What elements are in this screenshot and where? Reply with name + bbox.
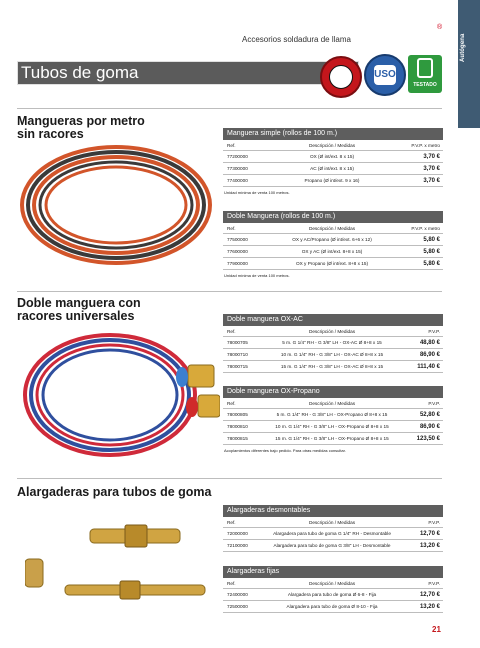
cell-desc: 10 m. G 1/4" RH - G 3/8" LH - OX-AC Ø 8+8 x 15 [280,352,384,357]
section-divider [17,478,442,479]
table-header-row [223,140,443,151]
table-row [223,421,443,433]
cell-price: 123,50 € [416,435,440,442]
table-row [223,151,443,163]
uso-industrial-badge-icon [364,54,406,96]
cell-price: 86,90 € [419,423,440,430]
double-hose-image [20,325,220,465]
table-title: Alargaderas desmontables [223,505,443,517]
cell-ref: 77300000 [227,166,248,171]
table-row [223,246,443,258]
cell-desc: Alargadera para tubo de goma Ø 6-8 - Fija [287,592,377,597]
cell-ref: 78000715 [227,364,248,369]
table-row [223,540,443,552]
cell-desc: OX y Propano (Ø int/ext. 8+8 x 15) [295,261,369,266]
cell-price: 52,80 € [419,411,440,418]
col-header-price: P.V.P. x metro [411,142,440,148]
cell-price: 111,40 € [417,363,440,370]
cell-desc: Alargadera para tubo de goma Ø 8-10 - Fija [286,604,378,609]
table-row [223,601,443,613]
extension-fittings-image [25,515,215,615]
cell-price: 13,20 € [419,542,440,549]
cell-ref: 72000000 [227,531,248,536]
table-alargaderas-fijas [223,566,443,613]
cell-ref: 77200000 [227,154,248,159]
table-manguera-simple [223,128,443,195]
col-header-ref: Ref. [227,400,236,406]
col-header-desc: Descripción / Medidas [308,400,356,406]
col-header-price: P.V.P. [428,580,440,586]
cell-price: 13,20 € [419,603,440,610]
col-header-desc: Descripción / Medidas [308,142,356,148]
table-header-row [223,326,443,337]
table-title: Manguera simple (rollos de 100 m.) [223,128,443,140]
table-header-row [223,398,443,409]
col-header-price: P.V.P. [428,400,440,406]
cell-ref: 77500000 [227,237,248,242]
cell-price: 5,80 € [423,248,440,255]
cell-ref: 78000710 [227,352,248,357]
testado-badge-text: TESTADO [413,82,437,88]
section-divider [17,108,442,109]
section-divider [17,291,442,292]
cell-desc: OX y AC/Propano (Ø int/ext. 6+6 x 12) [292,237,372,242]
cell-ref: 72400000 [227,592,248,597]
col-header-price: P.V.P. [428,519,440,525]
table-header-row [223,517,443,528]
cell-ref: 78000805 [227,412,248,417]
cell-ref: 78000705 [227,340,248,345]
cell-ref: 77400000 [227,178,248,183]
cell-desc: OX (Ø int/ext. 8 x 15) [309,154,355,159]
cell-desc: Alargadera para tubo de goma G 3/8" LH - Desmontable [273,543,391,548]
table-row [223,409,443,421]
col-header-ref: Ref. [227,225,236,231]
table-title: Doble manguera OX-Propano [223,386,443,398]
col-header-desc: Descripción / Medidas [308,328,356,334]
registered-mark: ® [437,24,443,31]
header-subtitle: Accesorios soldadura de llama [242,35,351,44]
col-header-ref: Ref. [227,519,236,525]
table-doble-ox-ac [223,314,443,373]
hose-coil-image [18,140,214,270]
table-header-row [223,578,443,589]
table-header-row [223,223,443,234]
section-title-alargaderas: Alargaderas para tubos de goma [17,485,212,499]
cell-desc: 15 m. G 1/4" RH - G 3/8" LH - OX-AC Ø 8+8 x 15 [280,364,384,369]
thumbs-up-icon [417,58,433,78]
guarantee-badge-text: GARANTIA [330,72,352,77]
table-row [223,349,443,361]
cell-ref: 72500000 [227,604,248,609]
cell-ref: 78000810 [227,424,248,429]
table-note: Unidad mínima de venta 100 metros. [224,273,290,278]
col-header-ref: Ref. [227,328,236,334]
page-number: 21 [432,625,441,634]
section-title-doble: Doble manguera con racores universales [17,296,141,323]
table-row [223,528,443,540]
col-header-desc: Descripción / Medidas [308,225,356,231]
side-tab-label: Autógena [460,33,466,62]
cell-desc: Alargadera para tubo de goma G 1/4" RH - Desmontable [273,531,391,536]
cell-desc: 15 m. G 1/4" RH - G 3/8" LH - OX-Propano Ø 8+8 x 15 [275,436,389,441]
cell-price: 12,70 € [419,591,440,598]
cell-ref: 78000815 [227,436,248,441]
section-title-mangueras: Mangueras por metro sin racores [17,114,145,141]
table-doble-ox-propano [223,386,443,453]
cell-price: 3,70 € [423,153,440,160]
table-title: Alargaderas fijas [223,566,443,578]
table-note: Acoplamientos diferentes bajo pedido. Para otras medidas consultar. [224,448,346,453]
table-title: Doble manguera OX-AC [223,314,443,326]
page-title: Tubos de goma [21,63,139,82]
table-row [223,258,443,270]
cell-desc: 5 m. G 1/4" RH - G 3/8" LH - OX-AC Ø 8+8 x 15 [282,340,382,345]
cell-desc: Propano (Ø int/ext. 9 x 16) [304,178,360,183]
table-title: Doble Manguera (rollos de 100 m.) [223,211,443,223]
table-row [223,337,443,349]
cell-desc: 10 m. G 1/4" RH - G 3/8" LH - OX-Propano Ø 8+8 x 15 [275,424,389,429]
cell-ref: 72100000 [227,543,248,548]
table-row [223,589,443,601]
cell-price: 3,70 € [423,177,440,184]
cell-price: 12,70 € [419,530,440,537]
table-row [223,234,443,246]
cell-desc: 5 m. G 1/4" RH - G 3/8" LH - OX-Propano Ø 8+8 x 15 [276,412,388,417]
table-row [223,433,443,445]
cell-ref: 77900000 [227,261,248,266]
table-row [223,361,443,373]
col-header-desc: Descripción / Medidas [308,580,356,586]
guarantee-badge-icon [320,56,362,98]
table-row [223,163,443,175]
table-doble-manguera [223,211,443,278]
cell-desc: AC (Ø int/ext. 8 x 15) [310,166,354,171]
col-header-ref: Ref. [227,580,236,586]
col-header-ref: Ref. [227,142,236,148]
table-alargaderas-desmontables [223,505,443,552]
col-header-desc: Descripción / Medidas [308,519,356,525]
cell-price: 86,90 € [419,351,440,358]
cell-price: 3,70 € [423,165,440,172]
table-note: Unidad mínima de venta 100 metros. [224,190,290,195]
col-header-price: P.V.P. [428,328,440,334]
testado-badge-icon [408,55,442,93]
uso-badge-text: USO [374,69,396,80]
col-header-price: P.V.P. x metro [411,225,440,231]
guarantee-badge-center [329,65,353,89]
cell-price: 5,80 € [423,236,440,243]
cell-desc: OX y AC (Ø int/ext. 8+8 x 15) [301,249,363,254]
cell-price: 48,80 € [419,339,440,346]
cell-ref: 77600000 [227,249,248,254]
cell-price: 5,80 € [423,260,440,267]
table-row [223,175,443,187]
